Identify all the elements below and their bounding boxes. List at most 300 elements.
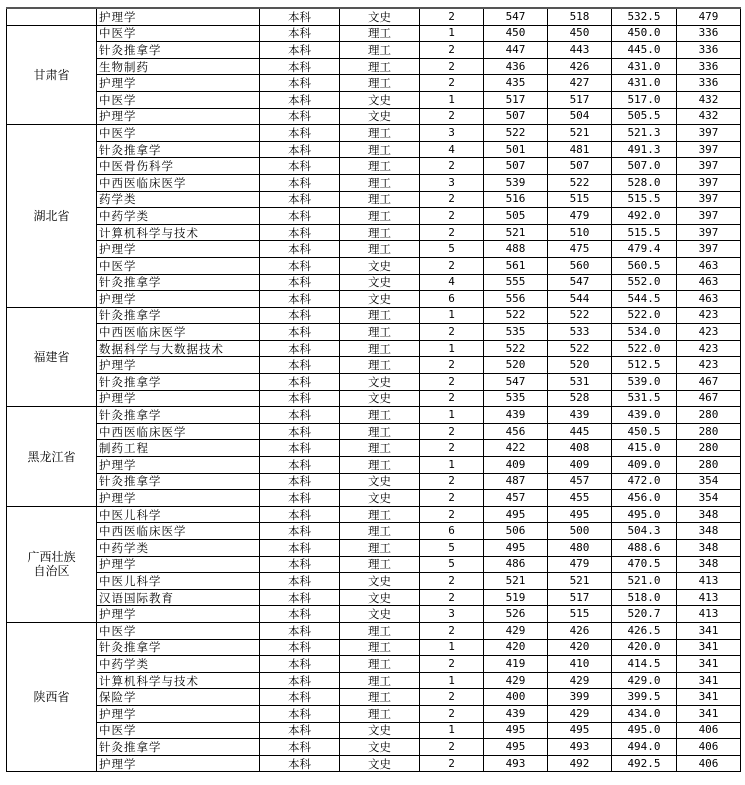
category-cell: 理工 bbox=[340, 191, 420, 208]
control-line-cell: 423 bbox=[677, 340, 741, 357]
max-score-cell: 507 bbox=[484, 108, 548, 125]
count-cell: 6 bbox=[420, 291, 484, 308]
avg-score-cell: 495.0 bbox=[612, 722, 677, 739]
province-cell: 湖北省 bbox=[7, 125, 97, 308]
category-cell: 文史 bbox=[340, 490, 420, 507]
province-cell: 福建省 bbox=[7, 307, 97, 407]
major-cell: 计算机科学与技术 bbox=[97, 224, 260, 241]
category-cell: 理工 bbox=[340, 556, 420, 573]
avg-score-cell: 470.5 bbox=[612, 556, 677, 573]
max-score-cell: 439 bbox=[484, 705, 548, 722]
category-cell: 文史 bbox=[340, 589, 420, 606]
table-row bbox=[7, 407, 741, 424]
control-line-cell: 413 bbox=[677, 606, 741, 623]
table-row bbox=[7, 722, 741, 739]
category-cell: 理工 bbox=[340, 208, 420, 225]
control-line-cell: 479 bbox=[677, 8, 741, 25]
table-row bbox=[7, 457, 741, 474]
category-cell: 理工 bbox=[340, 540, 420, 557]
category-cell: 理工 bbox=[340, 307, 420, 324]
max-score-cell: 457 bbox=[484, 490, 548, 507]
avg-score-cell: 431.0 bbox=[612, 75, 677, 92]
min-score-cell: 517 bbox=[548, 589, 612, 606]
min-score-cell: 492 bbox=[548, 755, 612, 772]
avg-score-cell: 517.0 bbox=[612, 91, 677, 108]
table-row bbox=[7, 523, 741, 540]
max-score-cell: 517 bbox=[484, 91, 548, 108]
count-cell: 2 bbox=[420, 224, 484, 241]
major-cell: 中医儿科学 bbox=[97, 506, 260, 523]
level-cell: 本科 bbox=[260, 390, 340, 407]
min-score-cell: 500 bbox=[548, 523, 612, 540]
table-row bbox=[7, 357, 741, 374]
control-line-cell: 397 bbox=[677, 174, 741, 191]
avg-score-cell: 415.0 bbox=[612, 440, 677, 457]
min-score-cell: 510 bbox=[548, 224, 612, 241]
count-cell: 2 bbox=[420, 8, 484, 25]
category-cell: 文史 bbox=[340, 291, 420, 308]
max-score-cell: 506 bbox=[484, 523, 548, 540]
max-score-cell: 495 bbox=[484, 540, 548, 557]
table-row bbox=[7, 324, 741, 341]
table-row bbox=[7, 589, 741, 606]
max-score-cell: 556 bbox=[484, 291, 548, 308]
control-line-cell: 467 bbox=[677, 374, 741, 391]
level-cell: 本科 bbox=[260, 589, 340, 606]
count-cell: 1 bbox=[420, 340, 484, 357]
count-cell: 2 bbox=[420, 506, 484, 523]
count-cell: 2 bbox=[420, 622, 484, 639]
table-row bbox=[7, 274, 741, 291]
max-score-cell: 495 bbox=[484, 722, 548, 739]
count-cell: 4 bbox=[420, 274, 484, 291]
control-line-cell: 341 bbox=[677, 656, 741, 673]
category-cell: 理工 bbox=[340, 639, 420, 656]
major-cell: 针灸推拿学 bbox=[97, 42, 260, 59]
major-cell: 保险学 bbox=[97, 689, 260, 706]
max-score-cell: 535 bbox=[484, 324, 548, 341]
max-score-cell: 501 bbox=[484, 141, 548, 158]
count-cell: 1 bbox=[420, 407, 484, 424]
control-line-cell: 341 bbox=[677, 705, 741, 722]
major-cell: 护理学 bbox=[97, 357, 260, 374]
min-score-cell: 522 bbox=[548, 174, 612, 191]
control-line-cell: 413 bbox=[677, 589, 741, 606]
control-line-cell: 348 bbox=[677, 523, 741, 540]
count-cell: 1 bbox=[420, 91, 484, 108]
avg-score-cell: 450.5 bbox=[612, 423, 677, 440]
min-score-cell: 426 bbox=[548, 58, 612, 75]
category-cell: 理工 bbox=[340, 158, 420, 175]
avg-score-cell: 492.5 bbox=[612, 755, 677, 772]
count-cell: 3 bbox=[420, 125, 484, 142]
category-cell: 理工 bbox=[340, 241, 420, 258]
major-cell: 计算机科学与技术 bbox=[97, 672, 260, 689]
avg-score-cell: 560.5 bbox=[612, 257, 677, 274]
table-row bbox=[7, 622, 741, 639]
min-score-cell: 408 bbox=[548, 440, 612, 457]
control-line-cell: 280 bbox=[677, 407, 741, 424]
avg-score-cell: 505.5 bbox=[612, 108, 677, 125]
level-cell: 本科 bbox=[260, 208, 340, 225]
major-cell: 针灸推拿学 bbox=[97, 141, 260, 158]
min-score-cell: 522 bbox=[548, 340, 612, 357]
level-cell: 本科 bbox=[260, 556, 340, 573]
table-row bbox=[7, 42, 741, 59]
major-cell: 中药学类 bbox=[97, 208, 260, 225]
level-cell: 本科 bbox=[260, 75, 340, 92]
avg-score-cell: 439.0 bbox=[612, 407, 677, 424]
level-cell: 本科 bbox=[260, 490, 340, 507]
min-score-cell: 479 bbox=[548, 556, 612, 573]
category-cell: 理工 bbox=[340, 656, 420, 673]
avg-score-cell: 399.5 bbox=[612, 689, 677, 706]
count-cell: 2 bbox=[420, 374, 484, 391]
control-line-cell: 341 bbox=[677, 622, 741, 639]
table-row bbox=[7, 506, 741, 523]
table-row bbox=[7, 191, 741, 208]
max-score-cell: 555 bbox=[484, 274, 548, 291]
control-line-cell: 336 bbox=[677, 42, 741, 59]
min-score-cell: 531 bbox=[548, 374, 612, 391]
category-cell: 文史 bbox=[340, 374, 420, 391]
control-line-cell: 463 bbox=[677, 274, 741, 291]
max-score-cell: 486 bbox=[484, 556, 548, 573]
category-cell: 理工 bbox=[340, 506, 420, 523]
category-cell: 理工 bbox=[340, 689, 420, 706]
category-cell: 文史 bbox=[340, 755, 420, 772]
avg-score-cell: 552.0 bbox=[612, 274, 677, 291]
count-cell: 2 bbox=[420, 423, 484, 440]
table-row bbox=[7, 656, 741, 673]
control-line-cell: 336 bbox=[677, 58, 741, 75]
table-row bbox=[7, 25, 741, 42]
table-body bbox=[7, 8, 741, 772]
level-cell: 本科 bbox=[260, 639, 340, 656]
level-cell: 本科 bbox=[260, 340, 340, 357]
min-score-cell: 450 bbox=[548, 25, 612, 42]
major-cell: 中医学 bbox=[97, 25, 260, 42]
province-cell bbox=[7, 506, 97, 622]
count-cell: 2 bbox=[420, 573, 484, 590]
max-score-cell: 519 bbox=[484, 589, 548, 606]
min-score-cell: 426 bbox=[548, 622, 612, 639]
level-cell: 本科 bbox=[260, 58, 340, 75]
max-score-cell: 422 bbox=[484, 440, 548, 457]
table-row bbox=[7, 125, 741, 142]
major-cell: 药学类 bbox=[97, 191, 260, 208]
category-cell: 理工 bbox=[340, 58, 420, 75]
max-score-cell: 429 bbox=[484, 622, 548, 639]
control-line-cell: 280 bbox=[677, 440, 741, 457]
control-line-cell: 397 bbox=[677, 191, 741, 208]
level-cell: 本科 bbox=[260, 540, 340, 557]
max-score-cell: 447 bbox=[484, 42, 548, 59]
category-cell: 文史 bbox=[340, 390, 420, 407]
min-score-cell: 515 bbox=[548, 191, 612, 208]
min-score-cell: 427 bbox=[548, 75, 612, 92]
major-cell: 护理学 bbox=[97, 390, 260, 407]
max-score-cell: 522 bbox=[484, 307, 548, 324]
major-cell: 中西医临床医学 bbox=[97, 423, 260, 440]
table-row bbox=[7, 241, 741, 258]
count-cell: 2 bbox=[420, 75, 484, 92]
category-cell: 理工 bbox=[340, 423, 420, 440]
count-cell: 2 bbox=[420, 440, 484, 457]
level-cell: 本科 bbox=[260, 125, 340, 142]
avg-score-cell: 512.5 bbox=[612, 357, 677, 374]
avg-score-cell: 479.4 bbox=[612, 241, 677, 258]
max-score-cell: 535 bbox=[484, 390, 548, 407]
avg-score-cell: 472.0 bbox=[612, 473, 677, 490]
category-cell: 理工 bbox=[340, 407, 420, 424]
avg-score-cell: 531.5 bbox=[612, 390, 677, 407]
table-row bbox=[7, 689, 741, 706]
max-score-cell: 435 bbox=[484, 75, 548, 92]
max-score-cell: 507 bbox=[484, 158, 548, 175]
major-cell: 护理学 bbox=[97, 755, 260, 772]
control-line-cell: 423 bbox=[677, 357, 741, 374]
max-score-cell: 488 bbox=[484, 241, 548, 258]
avg-score-cell: 488.6 bbox=[612, 540, 677, 557]
major-cell: 针灸推拿学 bbox=[97, 274, 260, 291]
count-cell: 3 bbox=[420, 174, 484, 191]
count-cell: 2 bbox=[420, 108, 484, 125]
table-row bbox=[7, 208, 741, 225]
level-cell: 本科 bbox=[260, 174, 340, 191]
avg-score-cell: 518.0 bbox=[612, 589, 677, 606]
count-cell: 6 bbox=[420, 523, 484, 540]
major-cell: 中医学 bbox=[97, 91, 260, 108]
category-cell: 理工 bbox=[340, 42, 420, 59]
avg-score-cell: 456.0 bbox=[612, 490, 677, 507]
level-cell: 本科 bbox=[260, 473, 340, 490]
count-cell: 2 bbox=[420, 257, 484, 274]
count-cell: 1 bbox=[420, 672, 484, 689]
avg-score-cell: 528.0 bbox=[612, 174, 677, 191]
min-score-cell: 445 bbox=[548, 423, 612, 440]
min-score-cell: 515 bbox=[548, 606, 612, 623]
min-score-cell: 420 bbox=[548, 639, 612, 656]
control-line-cell: 397 bbox=[677, 241, 741, 258]
count-cell: 2 bbox=[420, 656, 484, 673]
province-cell bbox=[7, 8, 97, 25]
category-cell: 理工 bbox=[340, 141, 420, 158]
level-cell: 本科 bbox=[260, 8, 340, 25]
level-cell: 本科 bbox=[260, 440, 340, 457]
table-row bbox=[7, 141, 741, 158]
level-cell: 本科 bbox=[260, 42, 340, 59]
table-row bbox=[7, 108, 741, 125]
control-line-cell: 354 bbox=[677, 473, 741, 490]
max-score-cell: 429 bbox=[484, 672, 548, 689]
table-row bbox=[7, 340, 741, 357]
level-cell: 本科 bbox=[260, 523, 340, 540]
category-cell: 文史 bbox=[340, 573, 420, 590]
min-score-cell: 479 bbox=[548, 208, 612, 225]
count-cell: 2 bbox=[420, 473, 484, 490]
category-cell: 理工 bbox=[340, 174, 420, 191]
major-cell: 中医学 bbox=[97, 722, 260, 739]
level-cell: 本科 bbox=[260, 108, 340, 125]
min-score-cell: 475 bbox=[548, 241, 612, 258]
max-score-cell: 450 bbox=[484, 25, 548, 42]
avg-score-cell: 507.0 bbox=[612, 158, 677, 175]
count-cell: 1 bbox=[420, 639, 484, 656]
control-line-cell: 348 bbox=[677, 506, 741, 523]
min-score-cell: 522 bbox=[548, 307, 612, 324]
max-score-cell: 522 bbox=[484, 340, 548, 357]
table-row bbox=[7, 672, 741, 689]
min-score-cell: 455 bbox=[548, 490, 612, 507]
control-line-cell: 397 bbox=[677, 158, 741, 175]
category-cell: 文史 bbox=[340, 722, 420, 739]
level-cell: 本科 bbox=[260, 722, 340, 739]
province-cell: 黑龙江省 bbox=[7, 407, 97, 507]
max-score-cell: 547 bbox=[484, 374, 548, 391]
major-cell: 护理学 bbox=[97, 457, 260, 474]
min-score-cell: 495 bbox=[548, 722, 612, 739]
level-cell: 本科 bbox=[260, 689, 340, 706]
max-score-cell: 456 bbox=[484, 423, 548, 440]
max-score-cell: 495 bbox=[484, 506, 548, 523]
control-line-cell: 406 bbox=[677, 739, 741, 756]
avg-score-cell: 521.0 bbox=[612, 573, 677, 590]
count-cell: 2 bbox=[420, 208, 484, 225]
max-score-cell: 526 bbox=[484, 606, 548, 623]
control-line-cell: 423 bbox=[677, 324, 741, 341]
table-row bbox=[7, 573, 741, 590]
level-cell: 本科 bbox=[260, 307, 340, 324]
level-cell: 本科 bbox=[260, 656, 340, 673]
avg-score-cell: 520.7 bbox=[612, 606, 677, 623]
min-score-cell: 547 bbox=[548, 274, 612, 291]
max-score-cell: 522 bbox=[484, 125, 548, 142]
table-row bbox=[7, 639, 741, 656]
category-cell: 理工 bbox=[340, 672, 420, 689]
level-cell: 本科 bbox=[260, 705, 340, 722]
major-cell: 护理学 bbox=[97, 490, 260, 507]
control-line-cell: 336 bbox=[677, 75, 741, 92]
control-line-cell: 406 bbox=[677, 755, 741, 772]
count-cell: 2 bbox=[420, 739, 484, 756]
control-line-cell: 463 bbox=[677, 291, 741, 308]
category-cell: 文史 bbox=[340, 91, 420, 108]
level-cell: 本科 bbox=[260, 506, 340, 523]
table-row bbox=[7, 374, 741, 391]
category-cell: 文史 bbox=[340, 606, 420, 623]
avg-score-cell: 492.0 bbox=[612, 208, 677, 225]
control-line-cell: 467 bbox=[677, 390, 741, 407]
max-score-cell: 419 bbox=[484, 656, 548, 673]
avg-score-cell: 532.5 bbox=[612, 8, 677, 25]
avg-score-cell: 522.0 bbox=[612, 340, 677, 357]
category-cell: 理工 bbox=[340, 224, 420, 241]
count-cell: 1 bbox=[420, 25, 484, 42]
major-cell: 中医学 bbox=[97, 622, 260, 639]
avg-score-cell: 429.0 bbox=[612, 672, 677, 689]
avg-score-cell: 522.0 bbox=[612, 307, 677, 324]
control-line-cell: 348 bbox=[677, 556, 741, 573]
min-score-cell: 495 bbox=[548, 506, 612, 523]
major-cell: 中西医临床医学 bbox=[97, 174, 260, 191]
count-cell: 1 bbox=[420, 307, 484, 324]
count-cell: 2 bbox=[420, 42, 484, 59]
category-cell: 理工 bbox=[340, 357, 420, 374]
min-score-cell: 481 bbox=[548, 141, 612, 158]
count-cell: 5 bbox=[420, 556, 484, 573]
avg-score-cell: 431.0 bbox=[612, 58, 677, 75]
category-cell: 理工 bbox=[340, 340, 420, 357]
table-row bbox=[7, 91, 741, 108]
table-row bbox=[7, 473, 741, 490]
min-score-cell: 520 bbox=[548, 357, 612, 374]
major-cell: 护理学 bbox=[97, 291, 260, 308]
min-score-cell: 399 bbox=[548, 689, 612, 706]
avg-score-cell: 409.0 bbox=[612, 457, 677, 474]
table-row bbox=[7, 75, 741, 92]
count-cell: 2 bbox=[420, 390, 484, 407]
avg-score-cell: 504.3 bbox=[612, 523, 677, 540]
count-cell: 2 bbox=[420, 705, 484, 722]
min-score-cell: 518 bbox=[548, 8, 612, 25]
control-line-cell: 423 bbox=[677, 307, 741, 324]
table-row bbox=[7, 257, 741, 274]
province-label-line: 自治区 bbox=[33, 564, 70, 579]
table-row bbox=[7, 58, 741, 75]
min-score-cell: 409 bbox=[548, 457, 612, 474]
table-row bbox=[7, 174, 741, 191]
avg-score-cell: 495.0 bbox=[612, 506, 677, 523]
count-cell: 2 bbox=[420, 490, 484, 507]
control-line-cell: 354 bbox=[677, 490, 741, 507]
level-cell: 本科 bbox=[260, 739, 340, 756]
major-cell: 中药学类 bbox=[97, 656, 260, 673]
table-row bbox=[7, 390, 741, 407]
level-cell: 本科 bbox=[260, 91, 340, 108]
table-row bbox=[7, 556, 741, 573]
major-cell: 护理学 bbox=[97, 8, 260, 25]
major-cell: 护理学 bbox=[97, 108, 260, 125]
table-row bbox=[7, 540, 741, 557]
level-cell: 本科 bbox=[260, 324, 340, 341]
control-line-cell: 341 bbox=[677, 689, 741, 706]
table-row bbox=[7, 158, 741, 175]
avg-score-cell: 534.0 bbox=[612, 324, 677, 341]
max-score-cell: 520 bbox=[484, 357, 548, 374]
category-cell: 文史 bbox=[340, 108, 420, 125]
level-cell: 本科 bbox=[260, 573, 340, 590]
major-cell: 针灸推拿学 bbox=[97, 374, 260, 391]
major-cell: 中药学类 bbox=[97, 540, 260, 557]
major-cell: 汉语国际教育 bbox=[97, 589, 260, 606]
level-cell: 本科 bbox=[260, 274, 340, 291]
category-cell: 理工 bbox=[340, 125, 420, 142]
max-score-cell: 516 bbox=[484, 191, 548, 208]
level-cell: 本科 bbox=[260, 158, 340, 175]
level-cell: 本科 bbox=[260, 457, 340, 474]
min-score-cell: 560 bbox=[548, 257, 612, 274]
max-score-cell: 439 bbox=[484, 407, 548, 424]
major-cell: 针灸推拿学 bbox=[97, 739, 260, 756]
count-cell: 4 bbox=[420, 141, 484, 158]
control-line-cell: 341 bbox=[677, 639, 741, 656]
control-line-cell: 413 bbox=[677, 573, 741, 590]
major-cell: 中西医临床医学 bbox=[97, 523, 260, 540]
table-row bbox=[7, 606, 741, 623]
min-score-cell: 457 bbox=[548, 473, 612, 490]
avg-score-cell: 450.0 bbox=[612, 25, 677, 42]
